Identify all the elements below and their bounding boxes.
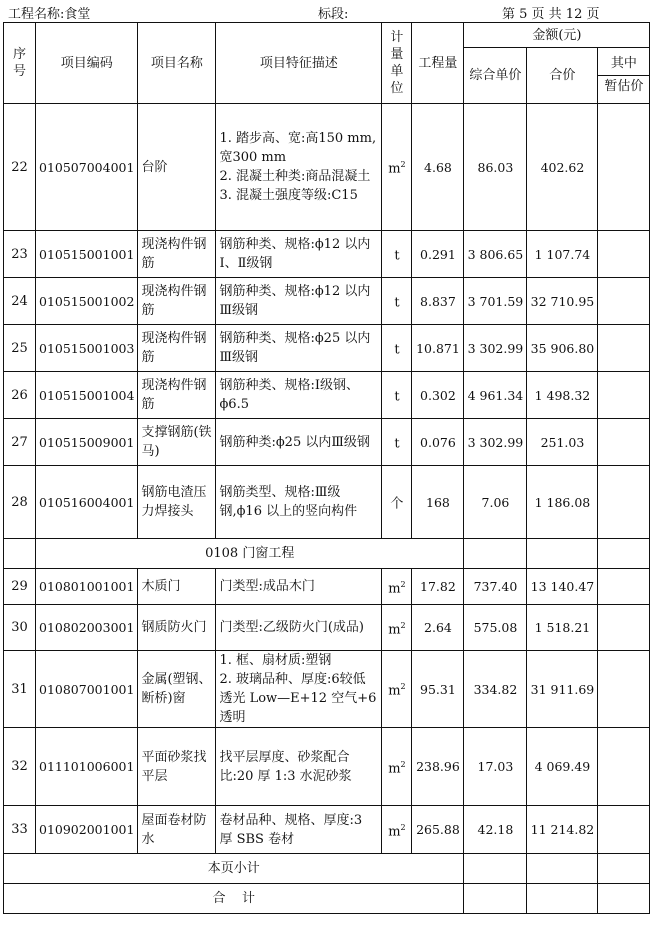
row-name: 钢质防火门 xyxy=(138,605,216,651)
row-desc xyxy=(216,466,382,539)
table-row xyxy=(4,605,650,651)
project-name: 工程名称:食堂 xyxy=(8,7,91,22)
row-unit-text: t xyxy=(394,295,400,311)
row-unit-price: 3 701.59 xyxy=(464,278,527,325)
row-desc xyxy=(216,419,382,466)
row-code: 010515001004 xyxy=(36,372,138,419)
subtotal-label: 本页小计 xyxy=(4,854,464,884)
row-total: 1 498.32 xyxy=(527,372,598,419)
row-qty: 265.88 xyxy=(412,806,464,854)
row-code: 010515009001 xyxy=(36,419,138,466)
table-body xyxy=(4,104,650,854)
row-provisional xyxy=(598,605,650,651)
table-row xyxy=(4,419,650,466)
row-unit-sup: 2 xyxy=(400,682,406,692)
row-qty: 0.302 xyxy=(412,372,464,419)
row-seq: 27 xyxy=(4,419,36,466)
row-provisional xyxy=(598,278,650,325)
row-total: 11 214.82 xyxy=(527,806,598,854)
row-total: 13 140.47 xyxy=(527,569,598,605)
row-provisional xyxy=(598,728,650,806)
row-total: 402.62 xyxy=(527,104,598,231)
desc-line: 1. 踏步高、宽:高150 mm,宽300 mm xyxy=(219,131,377,165)
col-seq: 序号 xyxy=(4,23,36,104)
row-unit-price: 737.40 xyxy=(464,569,527,605)
row-name: 现浇构件钢筋 xyxy=(138,231,216,278)
row-name: 台阶 xyxy=(138,104,216,231)
desc-line: 找平层厚度、砂浆配合比:20 厚 1:3 水泥砂浆 xyxy=(219,749,352,784)
table-row xyxy=(4,231,650,278)
row-unit-sup: 2 xyxy=(400,759,406,769)
row-seq: 31 xyxy=(4,651,36,728)
row-provisional xyxy=(598,466,650,539)
row-qty: 238.96 xyxy=(412,728,464,806)
table-row xyxy=(4,104,650,231)
row-total: 31 911.69 xyxy=(527,651,598,728)
row-unit-price: 3 302.99 xyxy=(464,325,527,372)
row-name: 钢筋电渣压力焊接头 xyxy=(138,466,216,539)
row-seq: 32 xyxy=(4,728,36,806)
row-qty: 8.837 xyxy=(412,278,464,325)
row-unit xyxy=(382,605,412,651)
row-unit-price: 17.03 xyxy=(464,728,527,806)
page-header xyxy=(0,0,657,22)
page-number: 第 5 页 共 12 页 xyxy=(502,7,600,22)
row-provisional xyxy=(598,325,650,372)
row-provisional xyxy=(598,569,650,605)
row-total: 1 107.74 xyxy=(527,231,598,278)
table-row xyxy=(4,325,650,372)
row-code: 010515001002 xyxy=(36,278,138,325)
row-unit xyxy=(382,231,412,278)
desc-line: 钢筋种类、规格:ϕ25 以内Ⅲ级钢 xyxy=(219,331,371,365)
row-provisional xyxy=(598,372,650,419)
col-qty: 工程量 xyxy=(412,23,464,104)
desc-line: 门类型:乙级防火门(成品) xyxy=(219,620,364,635)
row-unit-price: 86.03 xyxy=(464,104,527,231)
row-desc xyxy=(216,372,382,419)
desc-line: 门类型:成品木门 xyxy=(219,579,315,594)
row-desc xyxy=(216,569,382,605)
table-row xyxy=(4,728,650,806)
row-code: 010802003001 xyxy=(36,605,138,651)
row-unit-price: 7.06 xyxy=(464,466,527,539)
row-name: 金属(塑钢、断桥)窗 xyxy=(138,651,216,728)
row-unit xyxy=(382,569,412,605)
row-qty: 0.076 xyxy=(412,419,464,466)
row-seq: 24 xyxy=(4,278,36,325)
row-name: 木质门 xyxy=(138,569,216,605)
desc-line: 钢筋种类:ϕ25 以内Ⅲ级钢 xyxy=(219,434,370,450)
row-unit xyxy=(382,419,412,466)
row-total: 32 710.95 xyxy=(527,278,598,325)
section-seq xyxy=(4,539,36,569)
row-name: 现浇构件钢筋 xyxy=(138,325,216,372)
table-row xyxy=(4,372,650,419)
bill-of-quantities-table xyxy=(3,22,650,914)
section-provisional xyxy=(598,539,650,569)
section-label: 标段: xyxy=(318,7,349,22)
row-unit-text: m xyxy=(388,824,401,840)
row-total: 4 069.49 xyxy=(527,728,598,806)
row-seq: 29 xyxy=(4,569,36,605)
row-seq: 26 xyxy=(4,372,36,419)
row-unit xyxy=(382,466,412,539)
row-unit xyxy=(382,728,412,806)
row-name: 支撑钢筋(铁马) xyxy=(138,419,216,466)
row-seq: 33 xyxy=(4,806,36,854)
row-unit-text: t xyxy=(394,389,400,405)
row-seq: 23 xyxy=(4,231,36,278)
total-label: 合 计 xyxy=(4,884,464,914)
row-code: 010507004001 xyxy=(36,104,138,231)
row-unit-price: 334.82 xyxy=(464,651,527,728)
section-total xyxy=(527,539,598,569)
row-provisional xyxy=(598,231,650,278)
row-unit-text: 个 xyxy=(390,496,404,512)
row-unit-price: 3 806.65 xyxy=(464,231,527,278)
row-total: 1 518.21 xyxy=(527,605,598,651)
col-desc: 项目特征描述 xyxy=(216,23,382,104)
desc-line: 2. 混凝土种类:商品混凝土 xyxy=(219,169,371,184)
desc-line: 钢筋类型、规格:Ⅲ级钢,ϕ16 以上的竖向构件 xyxy=(219,485,358,519)
row-desc xyxy=(216,325,382,372)
row-unit xyxy=(382,104,412,231)
row-unit-sup: 2 xyxy=(400,579,406,589)
desc-line: 钢筋种类、规格:ϕ12 以内Ⅲ级钢 xyxy=(219,284,371,318)
col-name: 项目名称 xyxy=(138,23,216,104)
row-seq: 22 xyxy=(4,104,36,231)
row-unit-text: t xyxy=(394,342,400,358)
row-desc xyxy=(216,728,382,806)
row-unit xyxy=(382,325,412,372)
row-name: 现浇构件钢筋 xyxy=(138,372,216,419)
row-qty: 95.31 xyxy=(412,651,464,728)
row-unit xyxy=(382,806,412,854)
desc-line: 钢筋种类、规格:Ⅰ级钢、ϕ6.5 xyxy=(219,378,359,412)
row-unit-price: 3 302.99 xyxy=(464,419,527,466)
row-total: 251.03 xyxy=(527,419,598,466)
row-desc xyxy=(216,104,382,231)
desc-line: 1. 框、扇材质:塑钢 xyxy=(219,653,332,668)
row-qty: 17.82 xyxy=(412,569,464,605)
row-code: 010801001001 xyxy=(36,569,138,605)
row-qty: 4.68 xyxy=(412,104,464,231)
row-unit-price: 575.08 xyxy=(464,605,527,651)
row-unit-price: 4 961.34 xyxy=(464,372,527,419)
row-seq: 25 xyxy=(4,325,36,372)
row-provisional xyxy=(598,419,650,466)
row-code: 010515001003 xyxy=(36,325,138,372)
row-unit-text: t xyxy=(394,248,400,264)
subtotal-provisional xyxy=(598,854,650,884)
subtotal-unit-price xyxy=(464,854,527,884)
row-unit xyxy=(382,651,412,728)
row-code: 010902001001 xyxy=(36,806,138,854)
total-unit-price xyxy=(464,884,527,914)
row-desc xyxy=(216,651,382,728)
row-code: 011101006001 xyxy=(36,728,138,806)
section-row xyxy=(4,539,650,569)
section-title: 0108 门窗工程 xyxy=(36,539,464,569)
row-unit xyxy=(382,278,412,325)
desc-line: 钢筋种类、规格:ϕ12 以内Ⅰ、Ⅱ级钢 xyxy=(219,237,371,271)
row-seq: 30 xyxy=(4,605,36,651)
row-unit-sup: 2 xyxy=(400,822,406,832)
desc-line: 卷材品种、规格、厚度:3 厚 SBS 卷材 xyxy=(219,812,363,847)
row-seq: 28 xyxy=(4,466,36,539)
col-code: 项目编码 xyxy=(36,23,138,104)
col-provisional: 暂估价 xyxy=(604,79,644,95)
col-total: 合价 xyxy=(527,48,598,104)
row-provisional xyxy=(598,104,650,231)
col-amount: 金额(元) xyxy=(464,23,650,48)
row-provisional xyxy=(598,651,650,728)
row-unit-text: m xyxy=(388,761,401,777)
row-unit-price: 42.18 xyxy=(464,806,527,854)
row-desc xyxy=(216,605,382,651)
row-unit-text: t xyxy=(394,436,400,452)
desc-line: 2. 玻璃品种、厚度:6较低透光 Low—E+12 空气+6 透明 xyxy=(219,672,377,725)
section-price xyxy=(464,539,527,569)
table-row xyxy=(4,806,650,854)
row-unit-sup: 2 xyxy=(400,620,406,630)
row-code: 010807001001 xyxy=(36,651,138,728)
row-unit xyxy=(382,372,412,419)
row-name: 现浇构件钢筋 xyxy=(138,278,216,325)
table-row xyxy=(4,466,650,539)
row-desc xyxy=(216,278,382,325)
total-total xyxy=(527,884,598,914)
row-name: 屋面卷材防水 xyxy=(138,806,216,854)
row-provisional xyxy=(598,806,650,854)
col-unit: 计量单位 xyxy=(382,23,412,104)
row-qty: 2.64 xyxy=(412,605,464,651)
table-row xyxy=(4,651,650,728)
row-qty: 10.871 xyxy=(412,325,464,372)
col-unit-price: 综合单价 xyxy=(464,48,527,104)
row-total: 35 906.80 xyxy=(527,325,598,372)
col-of-which: 其中 xyxy=(598,53,649,76)
table-row xyxy=(4,278,650,325)
row-unit-text: m xyxy=(388,581,401,597)
row-qty: 0.291 xyxy=(412,231,464,278)
row-qty: 168 xyxy=(412,466,464,539)
row-unit-sup: 2 xyxy=(400,160,406,170)
col-of-which-cell xyxy=(598,48,650,104)
row-code: 010515001001 xyxy=(36,231,138,278)
row-desc xyxy=(216,806,382,854)
table-row xyxy=(4,569,650,605)
row-unit-text: m xyxy=(388,683,401,699)
subtotal-total xyxy=(527,854,598,884)
row-unit-text: m xyxy=(388,161,401,177)
row-code: 010516004001 xyxy=(36,466,138,539)
row-total: 1 186.08 xyxy=(527,466,598,539)
desc-line: 3. 混凝土强度等级:C15 xyxy=(219,188,358,203)
row-name: 平面砂浆找平层 xyxy=(138,728,216,806)
total-provisional xyxy=(598,884,650,914)
row-desc xyxy=(216,231,382,278)
row-unit-text: m xyxy=(388,622,401,638)
